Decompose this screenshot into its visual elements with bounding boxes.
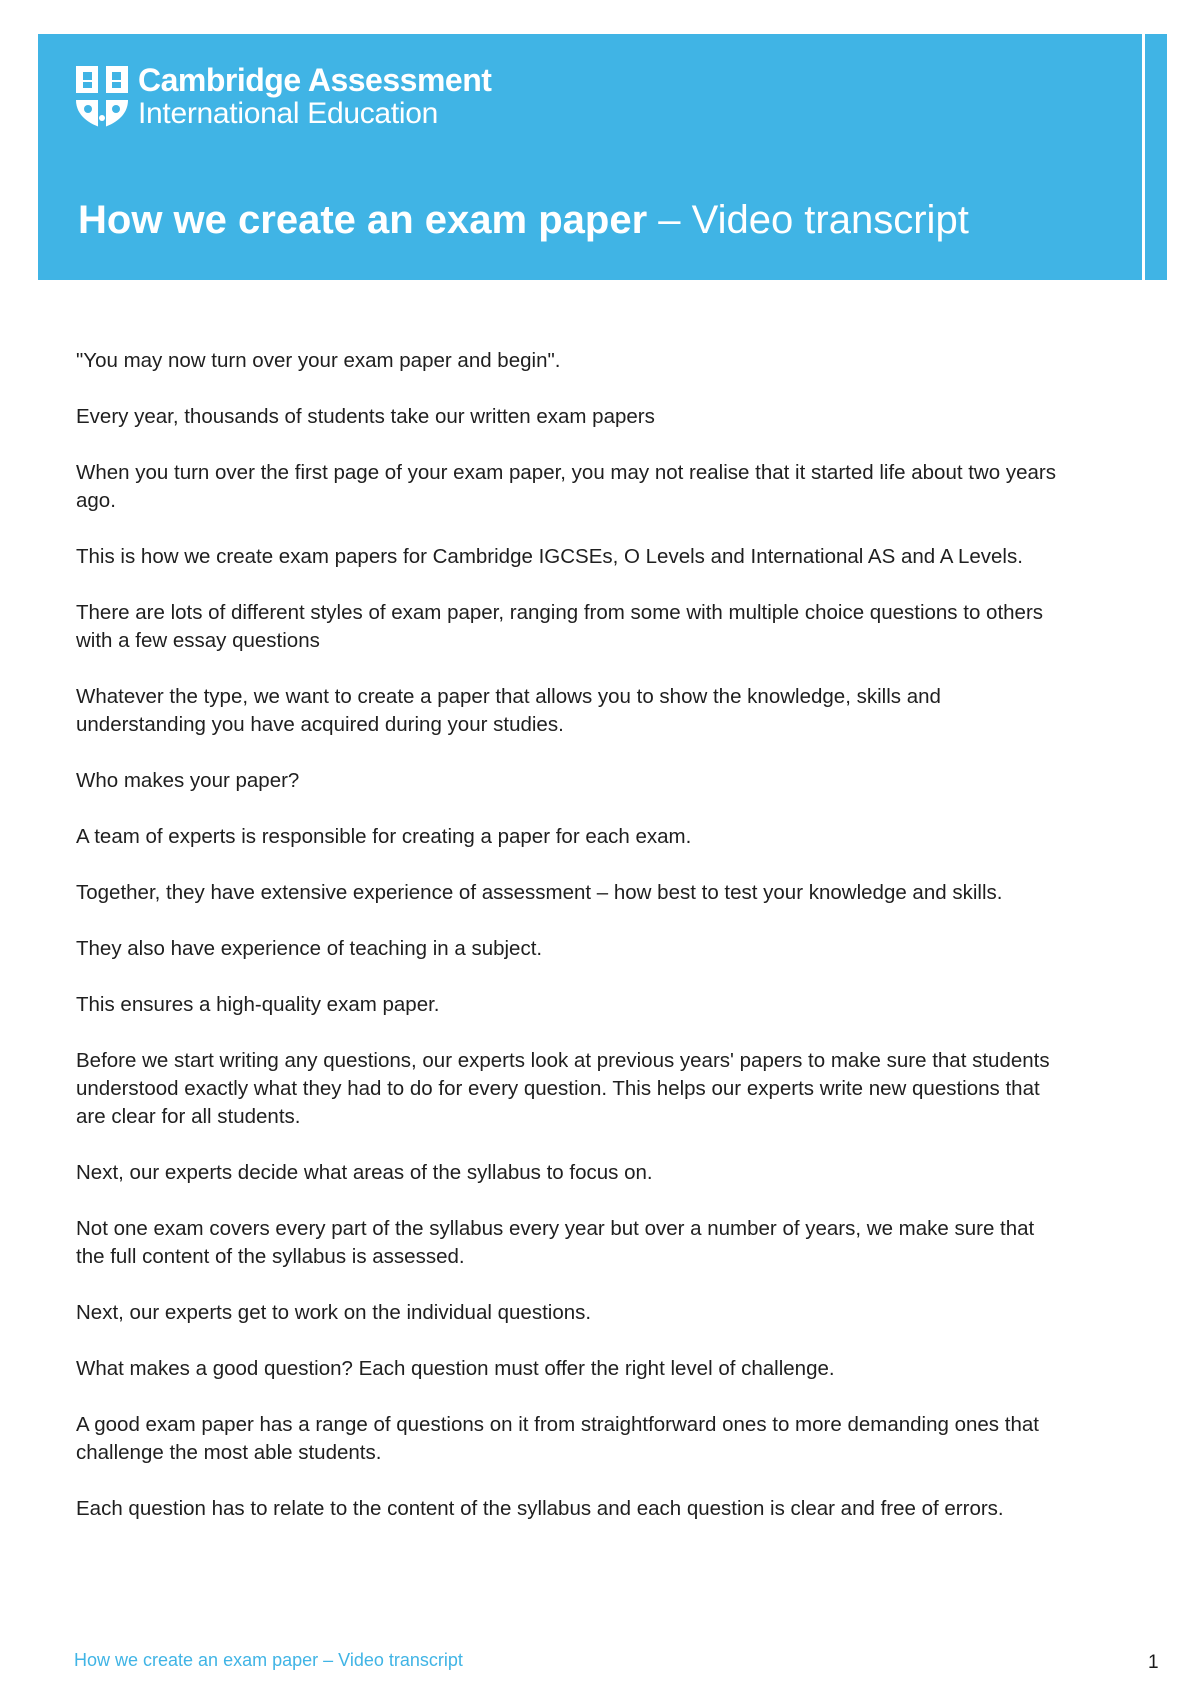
logo-name: Cambridge Assessment bbox=[138, 62, 492, 98]
side-tab-label: Exams officers bbox=[1163, 51, 1188, 203]
paragraph: There are lots of different styles of exam paper, ranging from some with multiple choice questions to others with a few essay questions bbox=[76, 601, 1044, 652]
page-title-suffix: – Video transcript bbox=[647, 198, 969, 242]
paragraph: "You may now turn over your exam paper and begin". bbox=[76, 349, 561, 372]
cambridge-shield-icon bbox=[74, 64, 130, 130]
footer-title: How we create an exam paper – Video transcript bbox=[74, 1650, 463, 1670]
paragraph: Together, they have extensive experience of assessment – how best to test your knowledge and skills. bbox=[76, 881, 1003, 904]
paragraph: When you turn over the first page of your exam paper, you may not realise that it started life about two years ago. bbox=[76, 461, 1056, 512]
paragraph: Whatever the type, we want to create a paper that allows you to show the knowledge, skills and understanding you have acquired during your studies. bbox=[76, 685, 941, 736]
paragraph: A team of experts is responsible for creating a paper for each exam. bbox=[76, 825, 692, 848]
paragraph: Every year, thousands of students take our written exam papers bbox=[76, 405, 655, 428]
paragraph: Next, our experts get to work on the individual questions. bbox=[76, 1301, 592, 1324]
paragraph: Not one exam covers every part of the syllabus every year but over a number of years, we make sure that the full content of the syllabus is assessed. bbox=[76, 1217, 1035, 1268]
paragraph: What makes a good question? Each question must offer the right level of challenge. bbox=[76, 1357, 835, 1380]
paragraph: A good exam paper has a range of questions on it from straightforward ones to more demanding ones that challenge the most able students. bbox=[76, 1413, 1039, 1464]
page-title bbox=[78, 198, 969, 243]
side-tab bbox=[1145, 34, 1200, 280]
header-banner bbox=[38, 34, 1188, 280]
paragraph: Who makes your paper? bbox=[76, 769, 300, 792]
paragraph: This ensures a high-quality exam paper. bbox=[76, 993, 440, 1016]
paragraph: They also have experience of teaching in a subject. bbox=[76, 937, 543, 960]
paragraph: Next, our experts decide what areas of the syllabus to focus on. bbox=[76, 1161, 653, 1184]
page-number: 1 bbox=[1148, 1652, 1159, 1673]
paragraph: Each question has to relate to the content of the syllabus and each question is clear and free of errors. bbox=[76, 1497, 1004, 1520]
paragraph: Before we start writing any questions, our experts look at previous years' papers to make sure that students understood exactly what they had to do for every question. This helps our experts write new questions that are clear for all students. bbox=[76, 1049, 1050, 1128]
page-title-main: How we create an exam paper bbox=[78, 198, 648, 242]
paragraph: This is how we create exam papers for Cambridge IGCSEs, O Levels and International AS and A Levels. bbox=[76, 545, 1023, 568]
transcript-body bbox=[76, 347, 1066, 1551]
logo-subname: International Education bbox=[138, 97, 438, 130]
cambridge-logo bbox=[74, 64, 491, 130]
